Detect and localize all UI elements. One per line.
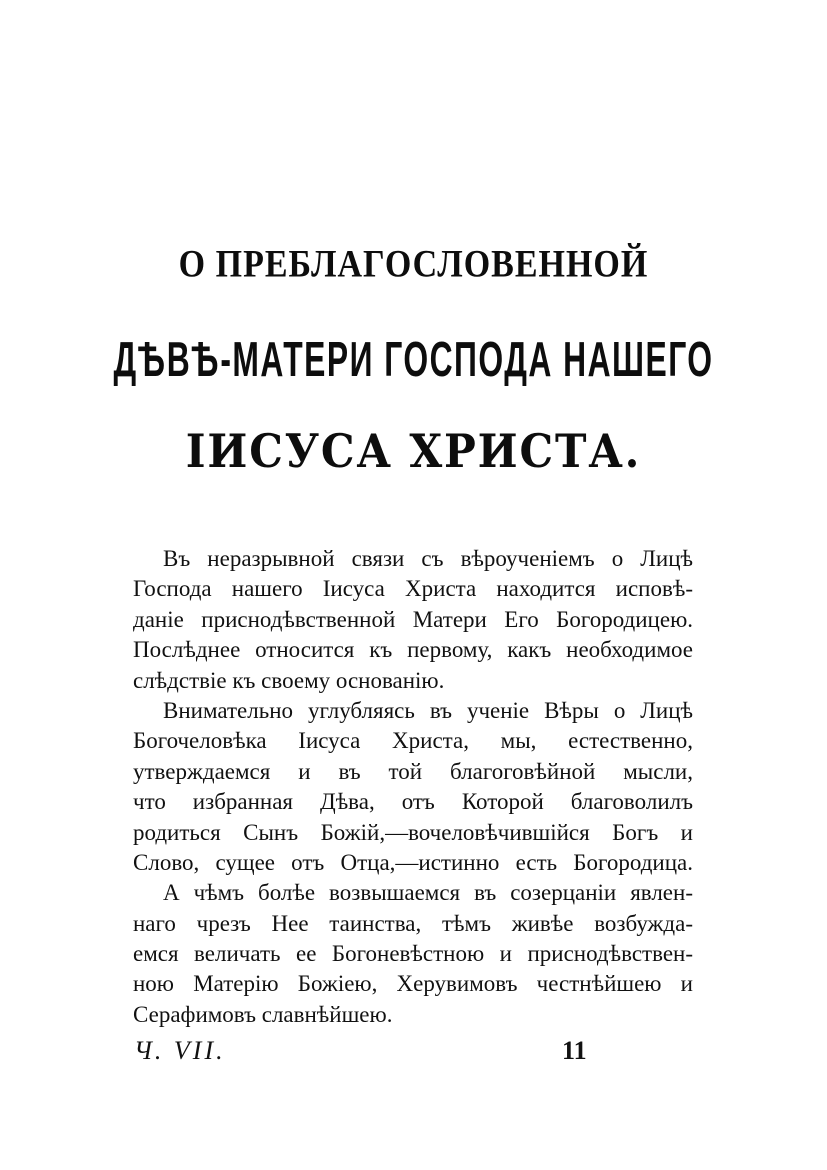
text-line: Господа нашего Іисуса Христа находится исповѣ- xyxy=(133,576,693,602)
text-line: родиться Сынъ Божій,—вочеловѣчившійся Богъ и xyxy=(133,819,693,845)
text-line: даніе приснодѣвственной Матери Его Богородицею. xyxy=(133,606,693,632)
heading-line-3: ІИСУСА ХРИСТА. xyxy=(185,424,642,478)
text-line: Слово, сущее отъ Отца,—истинно есть Богородица. xyxy=(133,849,693,875)
text-line: емся величать ее Богоневѣстною и приснодѣвствен- xyxy=(133,941,693,967)
text-line: что избранная Дѣва, отъ Которой благоволилъ xyxy=(133,789,693,815)
body-text xyxy=(133,544,693,1030)
text-line: А чѣмъ болѣе возвышаемся въ созерцаніи явлен- xyxy=(163,880,693,906)
text-line: Въ неразрывной связи съ вѣроученіемъ о Лицѣ xyxy=(163,546,693,571)
text-line: Послѣднее относится къ первому, какъ необходимое xyxy=(133,637,693,663)
text-line: Богочеловѣка Іисуса Христа, мы, естественно, xyxy=(133,728,693,754)
text-line: ною Матерію Божіею, Херувимовъ честнѣйшею и xyxy=(133,971,693,997)
text-line: Внимательно углубляясь въ ученіе Вѣры о Лицѣ xyxy=(163,697,693,723)
heading-line-2: ДѢВѢ-МАТЕРИ ГОСПОДА НАШЕГО xyxy=(113,332,714,388)
text-line: наго чрезъ Нее таинства, тѣмъ живѣе возбужда- xyxy=(133,910,693,936)
page-number: 11 xyxy=(562,1036,587,1065)
text-line: слѣдствіе къ своему основанію. xyxy=(133,667,445,693)
signature-mark: Ч. VII. xyxy=(134,1036,226,1065)
text-line: Серафимовъ славнѣйшею. xyxy=(133,1001,393,1027)
text-line: утверждаемся и въ той благоговѣйной мысли, xyxy=(133,758,693,784)
heading-line-1: О ПРЕБЛАГОСЛОВЕННОЙ xyxy=(178,243,649,286)
